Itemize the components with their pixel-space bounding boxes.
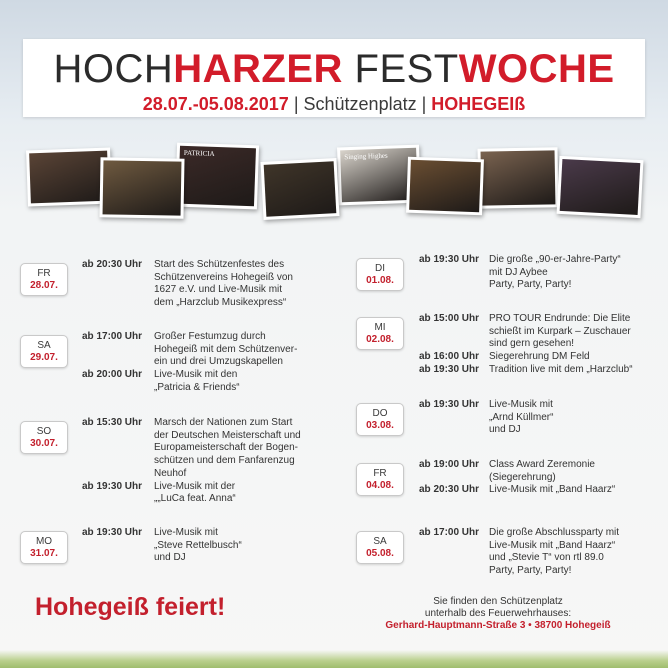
date-badge (20, 531, 68, 564)
date-label: 28.07. (30, 280, 58, 291)
weekday-label: MO (35, 536, 53, 547)
event-time: ab 19:30 Uhr (419, 254, 480, 265)
date-label: 31.07. (30, 548, 58, 559)
date-badge (20, 421, 68, 454)
subtitle-separator: | (288, 94, 304, 114)
event-town: HOHEGEIß (431, 94, 526, 114)
page-title (23, 45, 645, 93)
event-subtitle (23, 94, 645, 115)
weekday-label: DI (375, 263, 385, 274)
date-label: 02.08. (366, 334, 394, 345)
event-description: Siegerehrung DM Feld (489, 351, 590, 363)
event-time: ab 19:30 Uhr (82, 527, 143, 538)
weekday-label: DO (372, 408, 388, 419)
date-label: 30.07. (30, 438, 58, 449)
event-description: Marsch der Nationen zum Start der Deutschen Meisterschaft und Europameisterschaft der Bogen- schützen und dem Fanfarenzug Neuhof (154, 417, 301, 479)
event-place: Schützenplatz (303, 94, 417, 114)
photo-patricia-portrait (175, 143, 259, 210)
date-badge (356, 531, 404, 564)
event-description: Start des Schützenfestes des Schützenvereins Hohegeiß von 1627 e.V. und Live-Musik mit dem „Harzclub Musikexpress“ (154, 259, 293, 309)
event-description: Tradition live mit dem „Harzclub“ (489, 363, 633, 375)
photo-caption: PATRICIA (183, 148, 215, 158)
event-time: ab 20:00 Uhr (82, 369, 143, 381)
location-note-line2: unterhalb des Feuerwehrhauses: (424, 608, 572, 619)
photo-caption: Singing Highes (344, 151, 388, 162)
event-description: Live-Musik mit der „„LuCa feat. Anna“ (154, 480, 236, 505)
event-description: Live-Musik mit „Band Haarz“ (489, 484, 616, 496)
event-time: ab 15:00 Uhr (419, 313, 480, 324)
title-part-woche: WOCHE (458, 47, 615, 91)
photo-costume-group (99, 157, 184, 218)
title-part-hoch: HOCH (53, 47, 174, 91)
date-badge (356, 258, 404, 291)
slogan: Hohegeiß feiert! (35, 593, 226, 621)
photo-entertainer (477, 147, 558, 208)
weekday-label: SA (373, 536, 387, 547)
event-description: Live-Musik mit „Arnd Küllmer“ und DJ (489, 399, 554, 436)
subtitle-separator: | (416, 94, 432, 114)
event-time: ab 19:30 Uhr (419, 363, 480, 375)
event-description: Die große „90-er-Jahre-Party“ mit DJ Aybee Party, Party, Party! (489, 254, 621, 291)
meadow-background (0, 650, 668, 668)
photo-band-stage (406, 157, 484, 216)
date-badge (20, 263, 68, 296)
header-banner (23, 39, 645, 117)
event-description: Live-Musik mit „Steve Rettelbusch“ und DJ (154, 527, 242, 564)
event-time: ab 19:30 Uhr (82, 480, 143, 492)
event-dates: 28.07.-05.08.2017 (142, 94, 289, 114)
event-time: ab 17:00 Uhr (82, 331, 143, 342)
date-label: 01.08. (366, 275, 394, 286)
event-time: ab 19:00 Uhr (419, 459, 480, 470)
date-label: 29.07. (30, 352, 58, 363)
event-description: Class Award Zeremonie (Siegerehrung) (489, 459, 595, 483)
date-badge (356, 317, 404, 350)
weekday-label: SO (36, 426, 52, 437)
location-note-line1: Sie finden den Schützenplatz (433, 596, 563, 607)
weekday-label: FR (373, 468, 387, 479)
event-description: Die große Abschlussparty mit Live-Musik mit „Band Haarz“ und „Stevie T“ von rtl 89.0 Party, Party, Party! (489, 527, 620, 577)
title-part-harzer: HARZER (173, 47, 343, 91)
date-label: 04.08. (366, 480, 394, 491)
date-badge (20, 335, 68, 368)
date-label: 05.08. (366, 548, 394, 559)
event-time: ab 16:00 Uhr (419, 351, 480, 363)
date-label: 03.08. (366, 420, 394, 431)
photo-party-stage (557, 156, 644, 218)
event-time: ab 17:00 Uhr (419, 527, 480, 538)
photo-guitarist (261, 158, 340, 220)
event-description: Live-Musik mit den „Patricia & Friends“ (154, 369, 240, 393)
date-badge (356, 463, 404, 496)
event-time: ab 20:30 Uhr (82, 259, 143, 270)
weekday-label: MI (374, 322, 386, 333)
date-badge (356, 403, 404, 436)
event-time: ab 19:30 Uhr (419, 399, 480, 410)
location-address: Gerhard-Hauptmann-Straße 3 • 38700 Hohegeiß (385, 620, 611, 631)
weekday-label: FR (37, 268, 51, 279)
event-description: Großer Festumzug durch Hohegeiß mit dem Schützenver- ein und drei Umzugskapellen (154, 331, 298, 368)
event-time: ab 15:30 Uhr (82, 417, 143, 428)
title-part-fest: FEST (342, 47, 459, 91)
event-time: ab 20:30 Uhr (419, 484, 480, 496)
weekday-label: SA (37, 340, 51, 351)
event-description: PRO TOUR Endrunde: Die Elite schießt im Kurpark – Zuschauer sind gern gesehen! (489, 313, 631, 350)
